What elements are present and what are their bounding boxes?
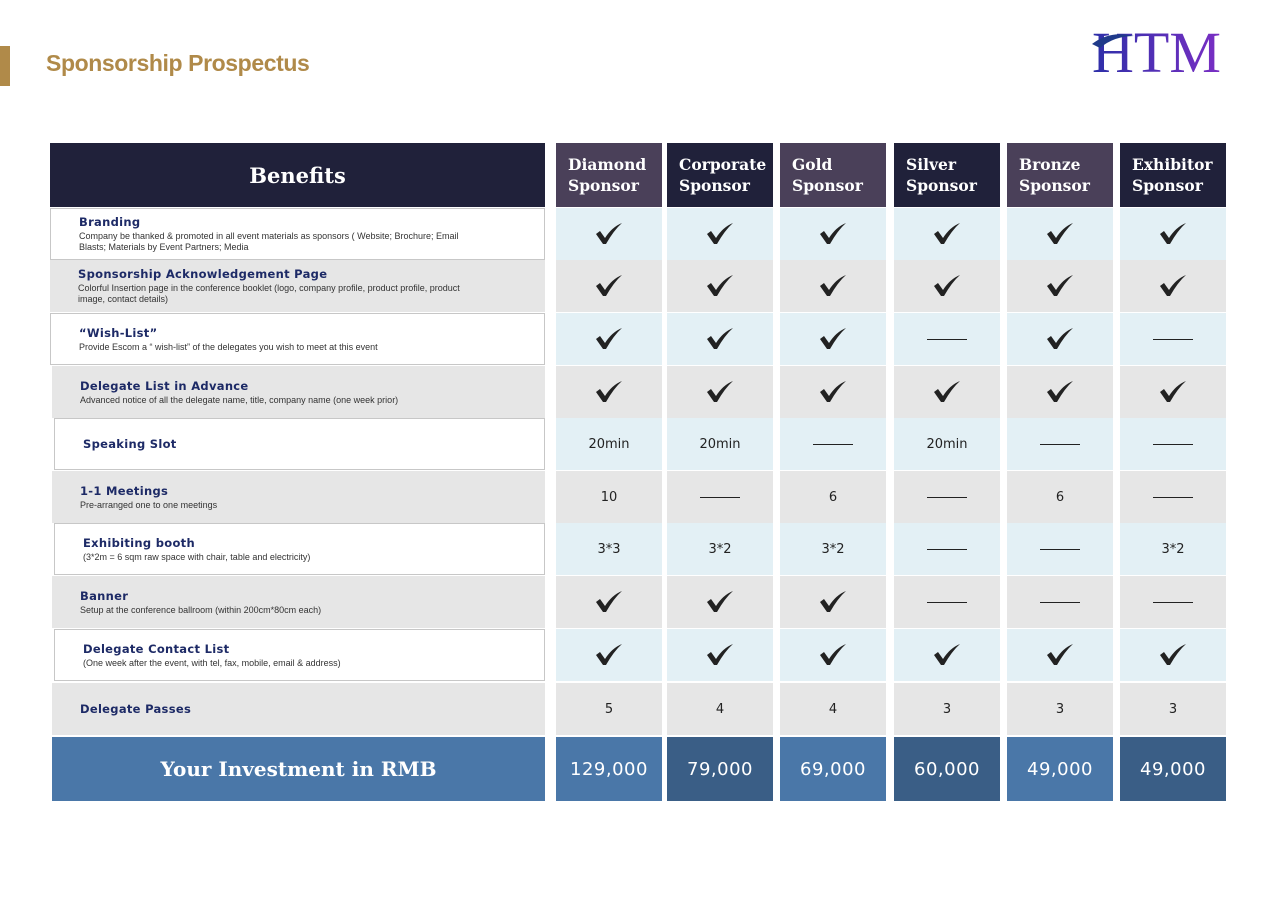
page-title: Sponsorship Prospectus bbox=[46, 50, 310, 76]
cell-exhibitor-delegate-passes bbox=[1120, 683, 1226, 735]
benefit-title: Banner bbox=[80, 588, 129, 603]
cell-gold-sponsorship-acknowledgement-page bbox=[780, 260, 886, 312]
cell-diamond-1-1-meetings bbox=[556, 471, 662, 523]
title-accent-bar bbox=[0, 46, 10, 86]
price-silver: 60,000 bbox=[894, 737, 1000, 801]
cell-exhibitor-delegate-contact-list bbox=[1120, 629, 1226, 681]
cell-value: 3*2 bbox=[708, 541, 732, 557]
checkmark-icon bbox=[818, 642, 848, 668]
cell-gold-delegate-list-in-advance bbox=[780, 366, 886, 418]
cell-corporate-banner bbox=[667, 576, 773, 628]
benefit-row-1-1-meetings bbox=[52, 471, 545, 523]
benefit-row-banner bbox=[52, 576, 545, 628]
tier-name: Exhibitor bbox=[1132, 155, 1213, 174]
checkmark-icon bbox=[818, 326, 848, 352]
cell-diamond-wish-list bbox=[556, 313, 662, 365]
cell-silver-banner bbox=[894, 576, 1000, 628]
checkmark-icon bbox=[594, 273, 624, 299]
cell-diamond-sponsorship-acknowledgement-page bbox=[556, 260, 662, 312]
cell-bronze-branding bbox=[1007, 208, 1113, 260]
price-corporate: 79,000 bbox=[667, 737, 773, 801]
benefit-title: “Wish-List” bbox=[79, 325, 158, 340]
checkmark-icon bbox=[932, 221, 962, 247]
checkmark-icon bbox=[1158, 273, 1188, 299]
cell-exhibitor-1-1-meetings bbox=[1120, 471, 1226, 523]
tier-header-diamond bbox=[556, 143, 662, 207]
cell-exhibitor-exhibiting-booth bbox=[1120, 523, 1226, 575]
cell-bronze-delegate-passes bbox=[1007, 683, 1113, 735]
checkmark-icon bbox=[594, 379, 624, 405]
tier-name: Gold bbox=[792, 155, 833, 174]
benefit-row-delegate-passes bbox=[52, 683, 545, 735]
cell-silver-1-1-meetings bbox=[894, 471, 1000, 523]
price-gold: 69,000 bbox=[780, 737, 886, 801]
cell-bronze-banner bbox=[1007, 576, 1113, 628]
benefit-title: Sponsorship Acknowledgement Page bbox=[78, 267, 328, 281]
benefit-row-branding bbox=[50, 208, 545, 260]
cell-exhibitor-branding bbox=[1120, 208, 1226, 260]
cell-corporate-delegate-contact-list bbox=[667, 629, 773, 681]
not-included-dash bbox=[927, 497, 967, 498]
checkmark-icon bbox=[705, 379, 735, 405]
cell-bronze-speaking-slot bbox=[1007, 418, 1113, 470]
cell-value: 20min bbox=[588, 436, 630, 452]
benefit-description: Company be thanked & promoted in all event materials as sponsors ( Website; Brochure; Email Blasts; Materials by Event Partners; Media bbox=[79, 231, 459, 252]
cell-silver-exhibiting-booth bbox=[894, 523, 1000, 575]
cell-value: 4 bbox=[828, 701, 838, 717]
cell-corporate-wish-list bbox=[667, 313, 773, 365]
benefit-title: Delegate Contact List bbox=[83, 641, 230, 656]
cell-bronze-sponsorship-acknowledgement-page bbox=[1007, 260, 1113, 312]
benefit-title: Branding bbox=[79, 215, 141, 229]
cell-value: 20min bbox=[699, 436, 741, 452]
checkmark-icon bbox=[1045, 221, 1075, 247]
cell-value: 3 bbox=[1168, 701, 1178, 717]
cell-value: 3 bbox=[942, 701, 952, 717]
tier-suffix: Sponsor bbox=[679, 176, 750, 195]
benefit-description: (3*2m = 6 sqm raw space with chair, table and electricity) bbox=[83, 551, 311, 562]
tier-suffix: Sponsor bbox=[792, 176, 863, 195]
benefit-description: Colorful Insertion page in the conference booklet (logo, company profile, product profile, product image, contact details) bbox=[78, 283, 460, 304]
not-included-dash bbox=[927, 549, 967, 550]
not-included-dash bbox=[1153, 602, 1193, 603]
tier-header-silver bbox=[894, 143, 1000, 207]
cell-silver-branding bbox=[894, 208, 1000, 260]
tier-header-exhibitor bbox=[1120, 143, 1226, 207]
svg-text:HTM: HTM bbox=[1092, 20, 1221, 76]
benefit-row-speaking-slot bbox=[54, 418, 545, 470]
cell-bronze-wish-list bbox=[1007, 313, 1113, 365]
cell-diamond-delegate-contact-list bbox=[556, 629, 662, 681]
checkmark-icon bbox=[594, 642, 624, 668]
checkmark-icon bbox=[932, 379, 962, 405]
not-included-dash bbox=[927, 602, 967, 603]
benefit-title: Delegate Passes bbox=[80, 702, 192, 716]
cell-exhibitor-delegate-list-in-advance bbox=[1120, 366, 1226, 418]
cell-exhibitor-wish-list bbox=[1120, 313, 1226, 365]
benefit-row-exhibiting-booth bbox=[54, 523, 545, 575]
checkmark-icon bbox=[705, 326, 735, 352]
checkmark-icon bbox=[1158, 221, 1188, 247]
benefits-header: Benefits bbox=[50, 143, 545, 207]
cell-gold-delegate-passes bbox=[780, 683, 886, 735]
tier-name: Silver bbox=[906, 155, 957, 174]
not-included-dash bbox=[927, 339, 967, 340]
cell-value: 3*2 bbox=[1161, 541, 1185, 557]
cell-gold-banner bbox=[780, 576, 886, 628]
checkmark-icon bbox=[818, 379, 848, 405]
cell-silver-delegate-list-in-advance bbox=[894, 366, 1000, 418]
cell-corporate-branding bbox=[667, 208, 773, 260]
cell-silver-speaking-slot bbox=[894, 418, 1000, 470]
cell-diamond-exhibiting-booth bbox=[556, 523, 662, 575]
checkmark-icon bbox=[1045, 326, 1075, 352]
price-bronze: 49,000 bbox=[1007, 737, 1113, 801]
price-diamond: 129,000 bbox=[556, 737, 662, 801]
not-included-dash bbox=[700, 497, 740, 498]
cell-gold-speaking-slot bbox=[780, 418, 886, 470]
cell-diamond-delegate-list-in-advance bbox=[556, 366, 662, 418]
not-included-dash bbox=[1153, 444, 1193, 445]
checkmark-icon bbox=[818, 221, 848, 247]
tier-suffix: Sponsor bbox=[906, 176, 977, 195]
cell-value: 6 bbox=[828, 489, 838, 505]
cell-silver-delegate-contact-list bbox=[894, 629, 1000, 681]
cell-corporate-exhibiting-booth bbox=[667, 523, 773, 575]
cell-value: 10 bbox=[600, 489, 618, 505]
benefit-title: Exhibiting booth bbox=[83, 535, 195, 550]
cell-value: 3*3 bbox=[597, 541, 621, 557]
cell-value: 3 bbox=[1055, 701, 1065, 717]
not-included-dash bbox=[813, 444, 853, 445]
checkmark-icon bbox=[932, 273, 962, 299]
cell-value: 20min bbox=[926, 436, 968, 452]
cell-gold-branding bbox=[780, 208, 886, 260]
htm-logo bbox=[1090, 20, 1230, 76]
benefit-row-sponsorship-acknowledgement-page bbox=[50, 260, 545, 312]
cell-gold-wish-list bbox=[780, 313, 886, 365]
cell-value: 6 bbox=[1055, 489, 1065, 505]
not-included-dash bbox=[1153, 339, 1193, 340]
tier-suffix: Sponsor bbox=[568, 176, 639, 195]
benefit-title: Speaking Slot bbox=[83, 437, 177, 451]
checkmark-icon bbox=[594, 326, 624, 352]
benefit-description: (One week after the event, with tel, fax, mobile, email & address) bbox=[83, 657, 341, 668]
cell-diamond-banner bbox=[556, 576, 662, 628]
cell-value: 3*2 bbox=[821, 541, 845, 557]
cell-corporate-delegate-passes bbox=[667, 683, 773, 735]
cell-diamond-speaking-slot bbox=[556, 418, 662, 470]
benefit-description: Pre-arranged one to one meetings bbox=[80, 499, 218, 510]
benefit-title: 1-1 Meetings bbox=[80, 483, 169, 498]
investment-label: Your Investment in RMB bbox=[52, 737, 545, 801]
benefit-description: Provide Escom a “ wish-list” of the delegates you wish to meet at this event bbox=[79, 341, 378, 352]
cell-exhibitor-speaking-slot bbox=[1120, 418, 1226, 470]
benefit-title: Delegate List in Advance bbox=[80, 378, 249, 393]
tier-name: Diamond bbox=[568, 155, 647, 174]
checkmark-icon bbox=[1045, 642, 1075, 668]
cell-diamond-branding bbox=[556, 208, 662, 260]
tier-name: Bronze bbox=[1019, 155, 1081, 174]
cell-corporate-1-1-meetings bbox=[667, 471, 773, 523]
benefit-row-delegate-contact-list bbox=[54, 629, 545, 681]
cell-bronze-delegate-list-in-advance bbox=[1007, 366, 1113, 418]
not-included-dash bbox=[1040, 602, 1080, 603]
tier-name: Corporate bbox=[679, 155, 767, 174]
not-included-dash bbox=[1040, 444, 1080, 445]
tier-suffix: Sponsor bbox=[1132, 176, 1203, 195]
not-included-dash bbox=[1040, 549, 1080, 550]
checkmark-icon bbox=[1045, 379, 1075, 405]
checkmark-icon bbox=[594, 221, 624, 247]
cell-corporate-delegate-list-in-advance bbox=[667, 366, 773, 418]
cell-gold-delegate-contact-list bbox=[780, 629, 886, 681]
checkmark-icon bbox=[705, 589, 735, 615]
tier-header-bronze bbox=[1007, 143, 1113, 207]
checkmark-icon bbox=[594, 589, 624, 615]
cell-corporate-sponsorship-acknowledgement-page bbox=[667, 260, 773, 312]
benefit-row-delegate-list-in-advance bbox=[52, 366, 545, 418]
cell-gold-1-1-meetings bbox=[780, 471, 886, 523]
checkmark-icon bbox=[705, 642, 735, 668]
cell-exhibitor-banner bbox=[1120, 576, 1226, 628]
checkmark-icon bbox=[705, 273, 735, 299]
cell-value: 4 bbox=[715, 701, 725, 717]
tier-header-corporate bbox=[667, 143, 773, 207]
cell-exhibitor-sponsorship-acknowledgement-page bbox=[1120, 260, 1226, 312]
cell-corporate-speaking-slot bbox=[667, 418, 773, 470]
benefit-description: Setup at the conference ballroom (within 200cm*80cm each) bbox=[80, 604, 322, 615]
checkmark-icon bbox=[1045, 273, 1075, 299]
cell-silver-sponsorship-acknowledgement-page bbox=[894, 260, 1000, 312]
checkmark-icon bbox=[818, 273, 848, 299]
cell-diamond-delegate-passes bbox=[556, 683, 662, 735]
tier-suffix: Sponsor bbox=[1019, 176, 1090, 195]
cell-bronze-1-1-meetings bbox=[1007, 471, 1113, 523]
cell-silver-wish-list bbox=[894, 313, 1000, 365]
checkmark-icon bbox=[1158, 642, 1188, 668]
checkmark-icon bbox=[705, 221, 735, 247]
checkmark-icon bbox=[818, 589, 848, 615]
checkmark-icon bbox=[932, 642, 962, 668]
cell-bronze-delegate-contact-list bbox=[1007, 629, 1113, 681]
checkmark-icon bbox=[1158, 379, 1188, 405]
tier-header-gold bbox=[780, 143, 886, 207]
cell-bronze-exhibiting-booth bbox=[1007, 523, 1113, 575]
benefit-row-wish-list bbox=[50, 313, 545, 365]
price-exhibitor: 49,000 bbox=[1120, 737, 1226, 801]
cell-value: 5 bbox=[604, 701, 614, 717]
cell-gold-exhibiting-booth bbox=[780, 523, 886, 575]
not-included-dash bbox=[1153, 497, 1193, 498]
cell-silver-delegate-passes bbox=[894, 683, 1000, 735]
benefit-description: Advanced notice of all the delegate name, title, company name (one week prior) bbox=[80, 394, 399, 405]
